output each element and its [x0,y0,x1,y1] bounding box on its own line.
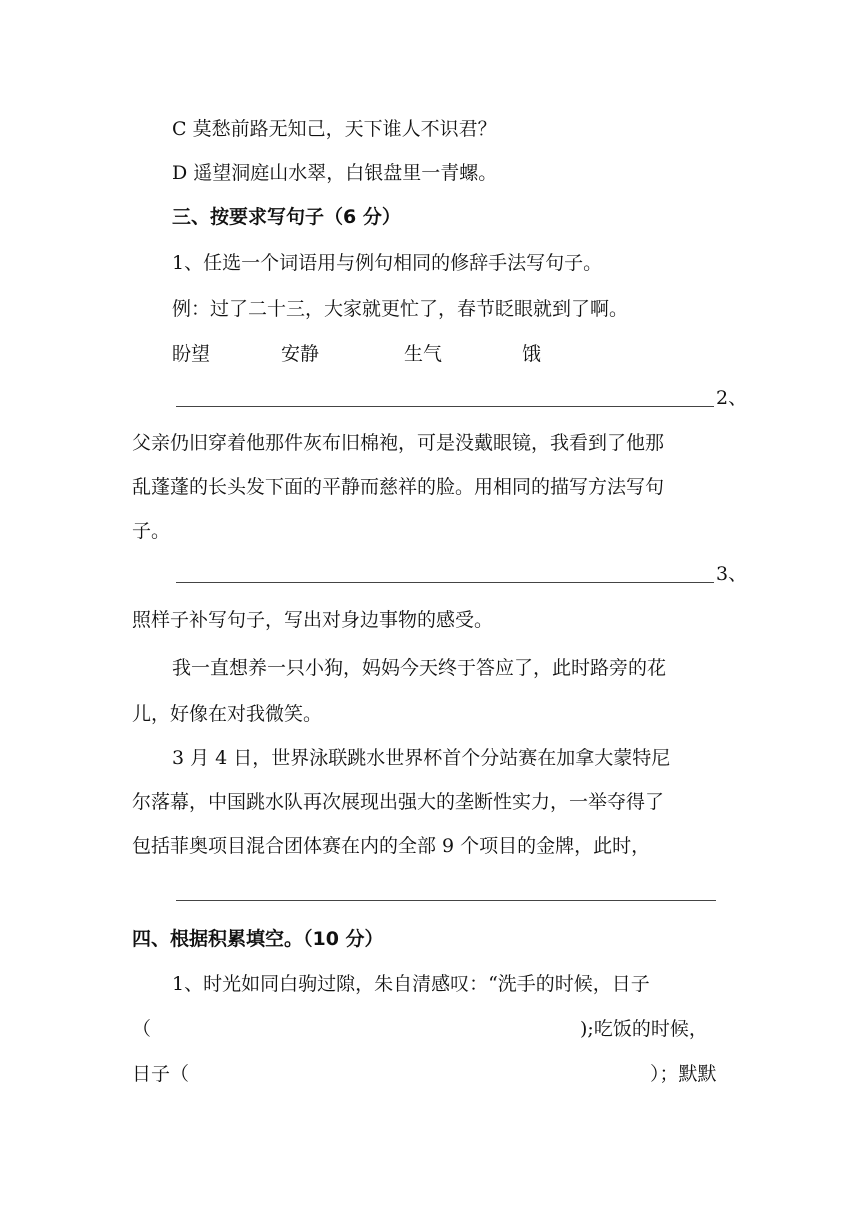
section4-heading: 四、根据积累填空。（10 分） [132,928,384,950]
section3-q3-task-line1: 3 月 4 日，世界泳联跳水世界杯首个分站赛在加拿大蒙特尼 [172,747,671,769]
question-number-3: 3、 [716,563,748,585]
section3-q1-prompt: 1、任选一个词语用与例句相同的修辞手法写句子。 [172,252,603,274]
word-option-4: 饿 [522,343,542,365]
option-c: C 莫愁前路无知己，天下谁人不识君？ [172,118,497,140]
question-number-2: 2、 [716,387,748,409]
section4-q1-line3-start: 日子（ [132,1063,190,1085]
option-d: D 遥望洞庭山水翠，白银盘里一青螺。 [172,162,498,184]
section3-q3-example-line1: 我一直想养一只小狗，妈妈今天终于答应了，此时路旁的花 [172,657,667,679]
section3-q3-task-line3: 包括菲奥项目混合团体赛在内的全部 9 个项目的金牌，此时， [132,835,651,857]
section3-q1-example: 例：过了二十三，大家就更忙了，春节眨眼就到了啊。 [172,298,629,320]
section4-q1-open-paren: （ [132,1018,152,1040]
section3-q3-prompt: 照样子补写句子，写出对身边事物的感受。 [132,609,494,631]
word-option-2: 安静 [281,343,320,365]
section4-q1-line1: 1、时光如同白驹过隙，朱自清感叹：“洗手的时候，日子 [172,973,650,995]
section3-heading: 三、按要求写句子（6 分） [172,206,401,228]
section4-q1-line3-end: ）；默默 [650,1063,717,1085]
word-option-3: 生气 [404,343,443,365]
answer-line-q2[interactable] [176,582,714,583]
word-option-1: 盼望 [172,343,211,365]
section3-q3-example-line2: 儿，好像在对我微笑。 [132,703,323,725]
answer-line-q1[interactable] [176,406,714,407]
answer-line-q3[interactable] [176,900,716,901]
section3-q3-task-line2: 尔落幕，中国跳水队再次展现出强大的垄断性实力，一举夺得了 [132,791,665,813]
section3-q2-line1: 父亲仍旧穿着他那件灰布旧棉袍，可是没戴眼镜，我看到了他那 [132,432,665,454]
section3-q2-line2: 乱蓬蓬的长头发下面的平静而慈祥的脸。用相同的描写方法写句 [132,476,665,498]
section3-q2-line3: 子。 [132,520,171,542]
section4-q1-after-blank1: );吃饭的时候， [580,1018,708,1040]
